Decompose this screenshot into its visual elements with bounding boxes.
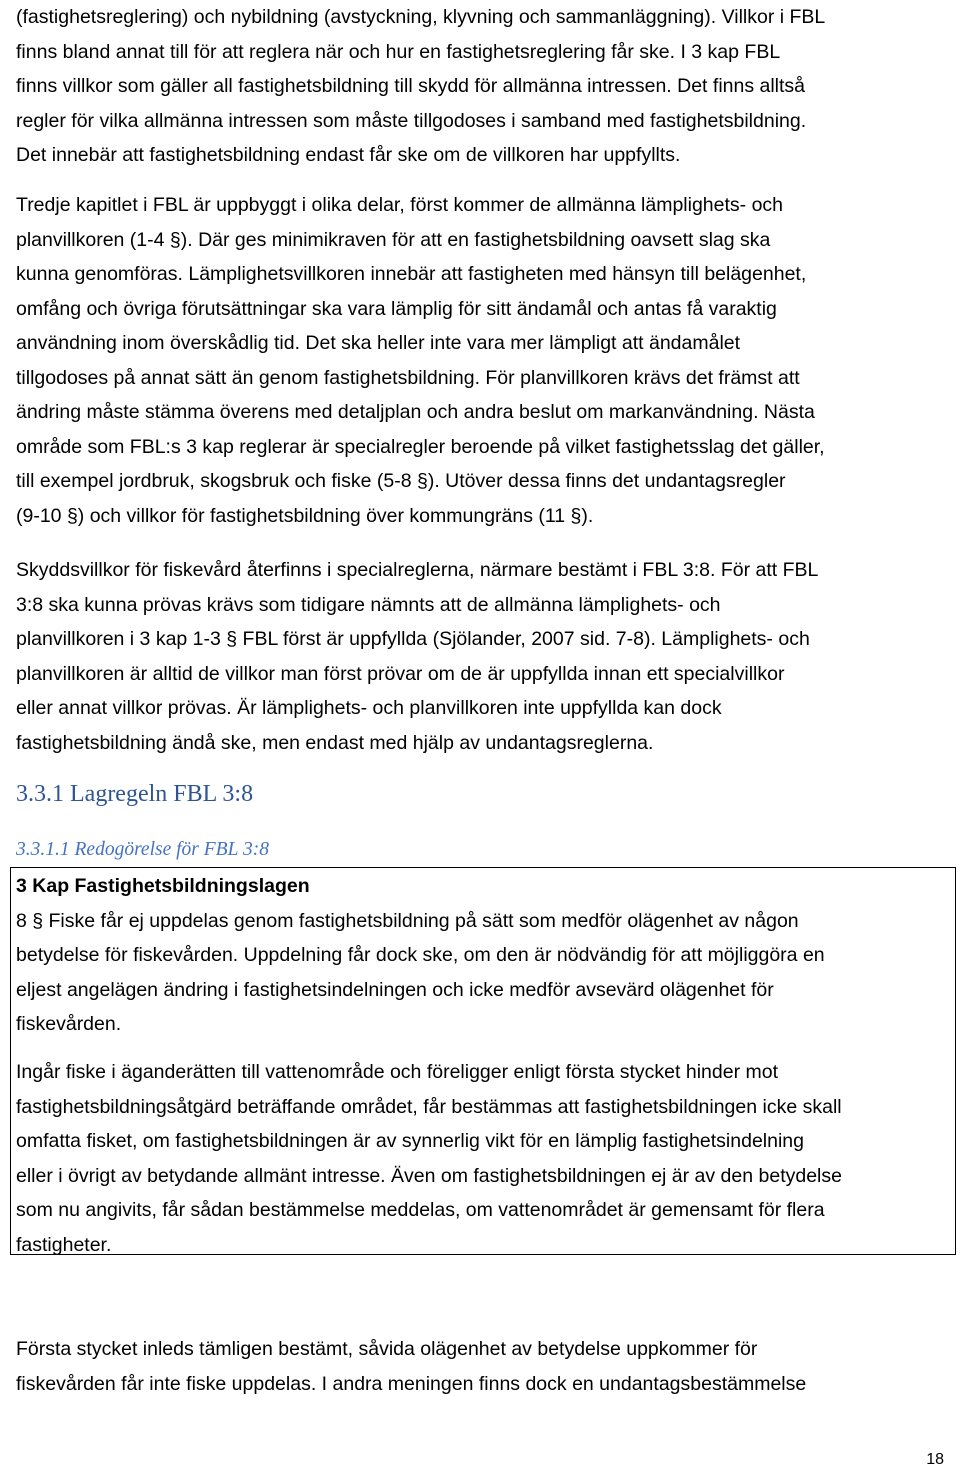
text-line: Skyddsvillkor för fiskevård återfinns i specialreglerna, närmare bestämt i FBL 3:8. För att FBL: [16, 559, 819, 581]
text-line: eller annat villkor prövas. Är lämplighets- och planvillkoren inte uppfyllda kan dock: [16, 697, 722, 719]
text-line: användning inom överskådlig tid. Det ska heller inte vara mer lämpligt att ändamålet: [16, 332, 741, 354]
text-line: planvillkoren är alltid de villkor man först prövar om de är uppfyllda innan ett specialvillkor: [16, 662, 785, 685]
text-line: (9-10 §) och villkor för fastighetsbildning över kommungräns (11 §).: [16, 504, 594, 527]
law-box-second-paragraph: [16, 1055, 950, 1262]
text-line: betydelse för fiskevården. Uppdelning får dock ske, om den är nödvändig för att möjliggöra en: [16, 944, 825, 966]
paragraph-intro: [16, 0, 950, 173]
subsection-heading: 3.3.1.1 Redogörelse för FBL 3:8: [16, 839, 269, 860]
text-line: Det innebär att fastighetsbildning endast får ske om de villkoren har uppfyllts.: [16, 144, 681, 166]
text-line: regler för vilka allmänna intressen som måste tillgodoses i samband med fastighetsbildning.: [16, 109, 807, 132]
text-line: ändring måste stämma överens med detaljplan och andra beslut om markanvändning. Nästa: [16, 401, 815, 423]
paragraph-chapter-structure: [16, 188, 950, 533]
text-line: fiskevården får inte fiske uppdelas. I andra meningen finns dock en undantagsbestämmelse: [16, 1372, 807, 1395]
text-line: fastigheter.: [16, 1233, 112, 1256]
page-number: 18: [926, 1451, 944, 1468]
text-line: planvillkoren i 3 kap 1-3 § FBL först är uppfyllda (Sjölander, 2007 sid. 7-8). Lämplighets- och: [16, 628, 810, 650]
text-line: fiskevården.: [16, 1013, 122, 1035]
paragraph-fiskevard: [16, 553, 950, 760]
text-line: 3:8 ska kunna prövas krävs som tidigare nämnts att de allmänna lämplighets- och: [16, 593, 721, 616]
text-line: omfång och övriga förutsättningar ska vara lämplig för sitt ändamål och antas få varaktig: [16, 297, 777, 320]
text-line: tillgodoses på annat sätt än genom fastighetsbildning. För planvillkoren krävs det främst att: [16, 366, 800, 389]
text-line: till exempel jordbruk, skogsbruk och fiske (5-8 §). Utöver dessa finns det undantagsregler: [16, 470, 786, 492]
text-line: fastighetsbildning ändå ske, men endast med hjälp av undantagsreglerna.: [16, 731, 654, 754]
text-line: 8 § Fiske får ej uppdelas genom fastighetsbildning på sätt som medför olägenhet av någon: [16, 909, 799, 932]
text-line: Tredje kapitlet i FBL är uppbyggt i olika delar, först kommer de allmänna lämplighets- och: [16, 194, 784, 216]
text-line: eljest angelägen ändring i fastighetsindelningen och icke medför avsevärd olägenhet för: [16, 978, 774, 1001]
text-line: omfatta fisket, om fastighetsbildningen är av synnerlig vikt för en lämplig fastighetsindelning: [16, 1130, 804, 1152]
text-line: Första stycket inleds tämligen bestämt, såvida olägenhet av betydelse uppkommer för: [16, 1338, 758, 1360]
text-line: kunna genomföras. Lämplighetsvillkoren innebär att fastigheten med hänsyn till belägenhet,: [16, 263, 807, 285]
text-line: eller i övrigt av betydande allmänt intresse. Även om fastighetsbildningen ej är av den betydelse: [16, 1164, 842, 1187]
paragraph-analysis: [16, 1332, 950, 1401]
text-line: Ingår fiske i äganderätten till vattenområde och föreligger enligt första stycket hinder mot: [16, 1061, 778, 1083]
text-line: område som FBL:s 3 kap reglerar är specialregler beroende på vilket fastighetsslag det gäller,: [16, 435, 825, 458]
text-line: som nu angivits, får sådan bestämmelse meddelas, om vattenområdet är gemensamt för flera: [16, 1199, 825, 1221]
text-line: finns bland annat till för att reglera när och hur en fastighetsreglering får ske. I 3 kap FBL: [16, 40, 781, 63]
text-line: fastighetsbildningsåtgärd beträffande området, får bestämmas att fastighetsbildningen icke skall: [16, 1095, 842, 1118]
text-line: finns villkor som gäller all fastighetsbildning till skydd för allmänna intressen. Det finns alltså: [16, 75, 806, 97]
section-heading: 3.3.1 Lagregeln FBL 3:8: [16, 781, 254, 807]
law-box-content: [16, 869, 950, 1042]
text-line: planvillkoren (1-4 §). Där ges minimikraven för att en fastighetsbildning oavsett slag ska: [16, 228, 771, 251]
law-box-title: 3 Kap Fastighetsbildningslagen: [16, 875, 310, 897]
text-line: (fastighetsreglering) och nybildning (avstyckning, klyvning och sammanläggning). Villkor i FBL: [16, 6, 826, 28]
